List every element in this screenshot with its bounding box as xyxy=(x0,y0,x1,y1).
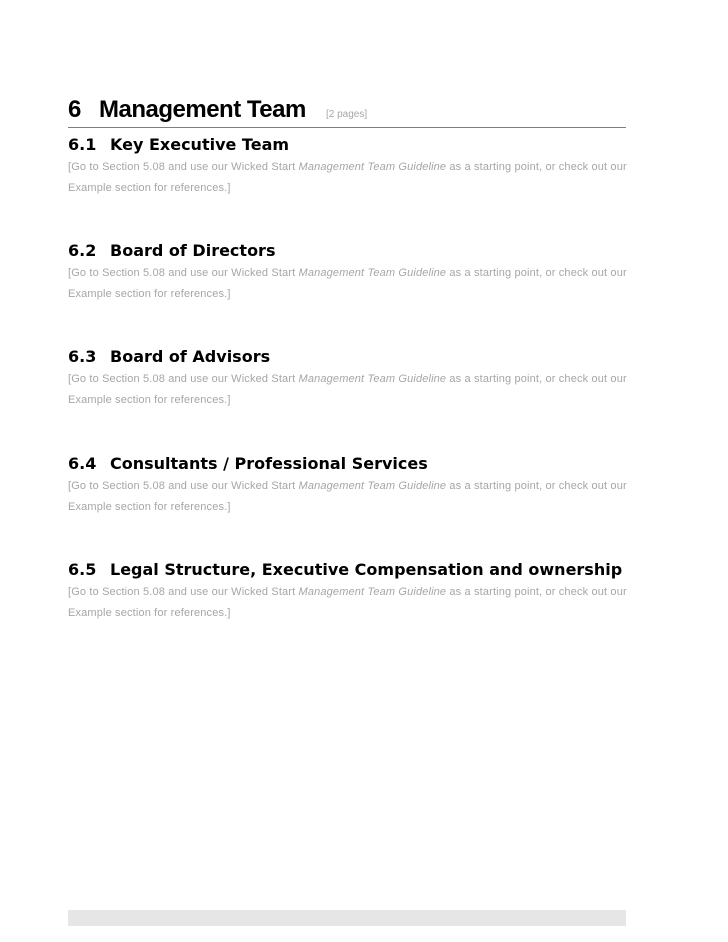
chapter-number: 6 xyxy=(68,96,81,123)
section-title: Board of Directors xyxy=(110,241,276,260)
section-board-of-advisors xyxy=(68,347,628,410)
section-number: 6.4 xyxy=(68,454,97,473)
guideline-title: Management Team Guideline xyxy=(298,373,447,385)
guideline-title: Management Team Guideline xyxy=(298,480,447,492)
body-text: as a starting point, or check out our Example section for references.] xyxy=(68,267,627,300)
body-text: as a starting point, or check out our Example section for references.] xyxy=(68,480,627,513)
section-number: 6.2 xyxy=(68,241,97,260)
body-text: [Go to Section 5.08 and use our Wicked Start xyxy=(68,586,299,598)
body-text: as a starting point, or check out our Example section for references.] xyxy=(68,586,627,619)
section-heading xyxy=(68,347,628,369)
section-consultants xyxy=(68,454,628,517)
section-number: 6.5 xyxy=(68,560,97,579)
section-heading xyxy=(68,135,628,157)
section-title: Consultants / Professional Services xyxy=(110,454,428,473)
chapter-heading xyxy=(68,94,626,128)
body-text: as a starting point, or check out our Example section for references.] xyxy=(68,373,627,406)
body-text: [Go to Section 5.08 and use our Wicked Start xyxy=(68,480,299,492)
section-number: 6.3 xyxy=(68,347,97,366)
section-key-executive-team xyxy=(68,135,628,198)
body-text: [Go to Section 5.08 and use our Wicked Start xyxy=(68,373,299,385)
body-text: as a starting point, or check out our Example section for references.] xyxy=(68,161,627,194)
guideline-title: Management Team Guideline xyxy=(298,161,447,173)
chapter-title: Management Team xyxy=(99,96,306,123)
section-placeholder-text xyxy=(68,263,628,304)
section-heading xyxy=(68,241,628,263)
section-title: Key Executive Team xyxy=(110,135,290,154)
section-placeholder-text xyxy=(68,476,628,517)
body-text: [Go to Section 5.08 and use our Wicked Start xyxy=(68,267,299,279)
section-title: Board of Advisors xyxy=(110,347,271,366)
section-heading xyxy=(68,454,628,476)
chapter-page-note: [2 pages] xyxy=(326,109,368,120)
footer-bar xyxy=(68,910,626,926)
guideline-title: Management Team Guideline xyxy=(298,586,447,598)
body-text: [Go to Section 5.08 and use our Wicked Start xyxy=(68,161,299,173)
section-board-of-directors xyxy=(68,241,628,304)
section-placeholder-text xyxy=(68,582,628,623)
section-title: Legal Structure, Executive Compensation and ownership xyxy=(110,560,623,579)
guideline-title: Management Team Guideline xyxy=(298,267,447,279)
section-legal-structure xyxy=(68,560,628,623)
section-number: 6.1 xyxy=(68,135,97,154)
section-placeholder-text xyxy=(68,157,628,198)
section-heading xyxy=(68,560,628,582)
section-placeholder-text xyxy=(68,369,628,410)
